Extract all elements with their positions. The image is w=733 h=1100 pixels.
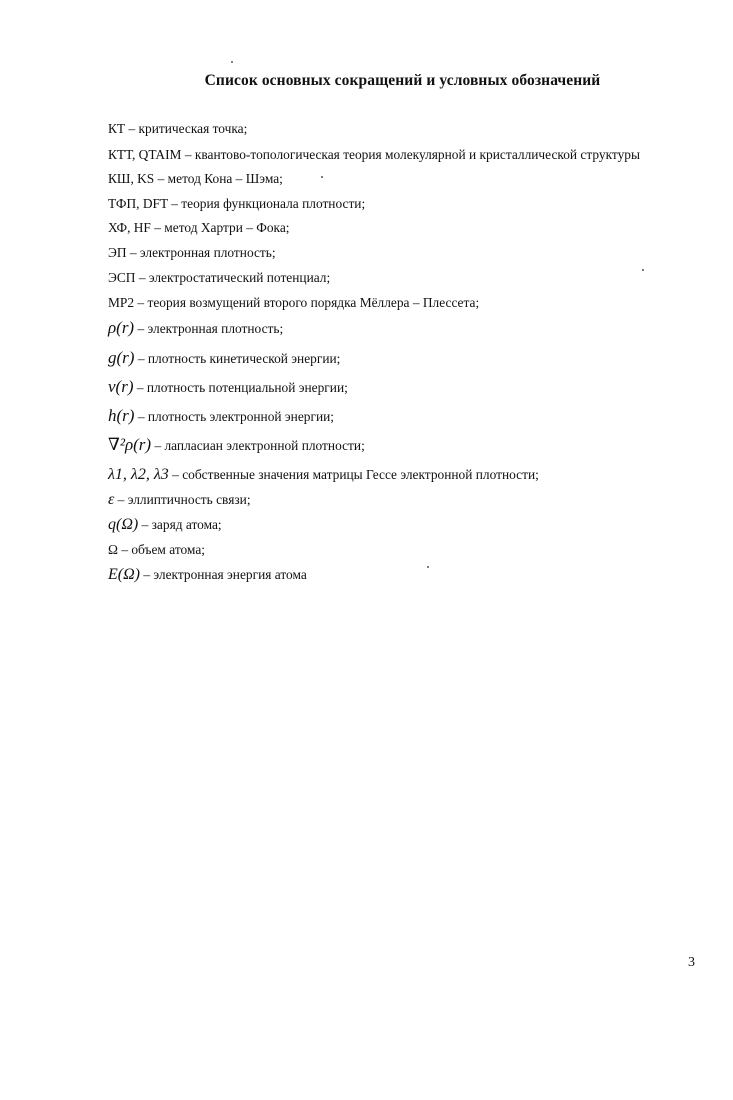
list-item — [108, 195, 365, 213]
entry-definition: – электронная плотность; — [129, 245, 276, 260]
list-item — [108, 294, 479, 312]
list-item — [108, 349, 340, 368]
entry-definition: – эллиптичность связи; — [117, 492, 251, 507]
entry-term: ЭП — [108, 245, 127, 260]
list-item — [108, 541, 205, 559]
list-item — [108, 244, 276, 262]
list-item — [108, 407, 334, 426]
entry-term: v(r) — [108, 377, 134, 396]
entry-term: ТФП, DFT — [108, 196, 168, 211]
list-item — [108, 319, 283, 338]
entry-definition: – электронная энергия атома — [143, 567, 307, 582]
page-title: Список основных сокращений и условных обозначений — [204, 72, 601, 89]
entry-term: ∇²ρ(r) — [108, 435, 152, 454]
entry-definition: – заряд атома; — [141, 517, 222, 532]
entry-definition: – объем атома; — [121, 542, 205, 557]
list-item — [108, 516, 222, 534]
entry-definition: – метод Кона – Шэма; — [157, 171, 283, 186]
entry-definition: – теория функционала плотности; — [171, 196, 366, 211]
list-item — [108, 170, 283, 188]
entry-definition: – плотность электронной энергии; — [137, 409, 335, 424]
entry-term: ε — [108, 491, 115, 508]
entry-definition: – плотность потенциальной энергии; — [136, 380, 348, 395]
entry-definition: – электростатический потенциал; — [138, 270, 331, 285]
entry-term: q(Ω) — [108, 516, 139, 533]
entry-term: MP2 — [108, 295, 135, 310]
entry-term: ХФ, HF — [108, 220, 151, 235]
scan-speck — [231, 61, 233, 63]
entry-term: E(Ω) — [108, 566, 140, 583]
entry-term: g(r) — [108, 348, 135, 367]
list-item — [108, 491, 251, 509]
entry-term: КШ, KS — [108, 171, 155, 186]
entry-definition: – квантово-топологическая теория молекулярной и кристаллической структуры — [184, 147, 640, 162]
list-item — [108, 466, 539, 484]
list-item — [108, 566, 307, 584]
entry-definition: – электронная плотность; — [137, 321, 284, 336]
entry-term: h(r) — [108, 406, 135, 425]
scan-speck — [427, 566, 429, 568]
list-item — [108, 378, 348, 397]
entry-term: ЭСП — [108, 270, 136, 285]
entry-term: КТТ, QTAIM — [108, 147, 182, 162]
page-number: 3 — [688, 955, 695, 970]
list-item — [108, 436, 365, 455]
entry-term: ρ(r) — [108, 318, 135, 337]
entry-definition: – теория возмущений второго порядка Мёллера – Плессета; — [137, 295, 480, 310]
entry-term: Ω — [108, 542, 118, 557]
entry-definition: – плотность кинетической энергии; — [137, 351, 341, 366]
entry-definition: – метод Хартри – Фока; — [154, 220, 290, 235]
scan-speck — [321, 176, 323, 178]
scan-speck — [642, 269, 644, 271]
entry-term: КТ — [108, 121, 126, 136]
list-item — [108, 146, 640, 164]
list-item — [108, 120, 247, 138]
entry-definition: – критическая точка; — [128, 121, 248, 136]
entry-term: λ1, λ2, λ3 — [108, 466, 169, 483]
entry-definition: – собственные значения матрицы Гессе электронной плотности; — [172, 467, 539, 482]
list-item — [108, 219, 290, 237]
list-item — [108, 269, 330, 287]
entry-definition: – лапласиан электронной плотности; — [154, 438, 365, 453]
